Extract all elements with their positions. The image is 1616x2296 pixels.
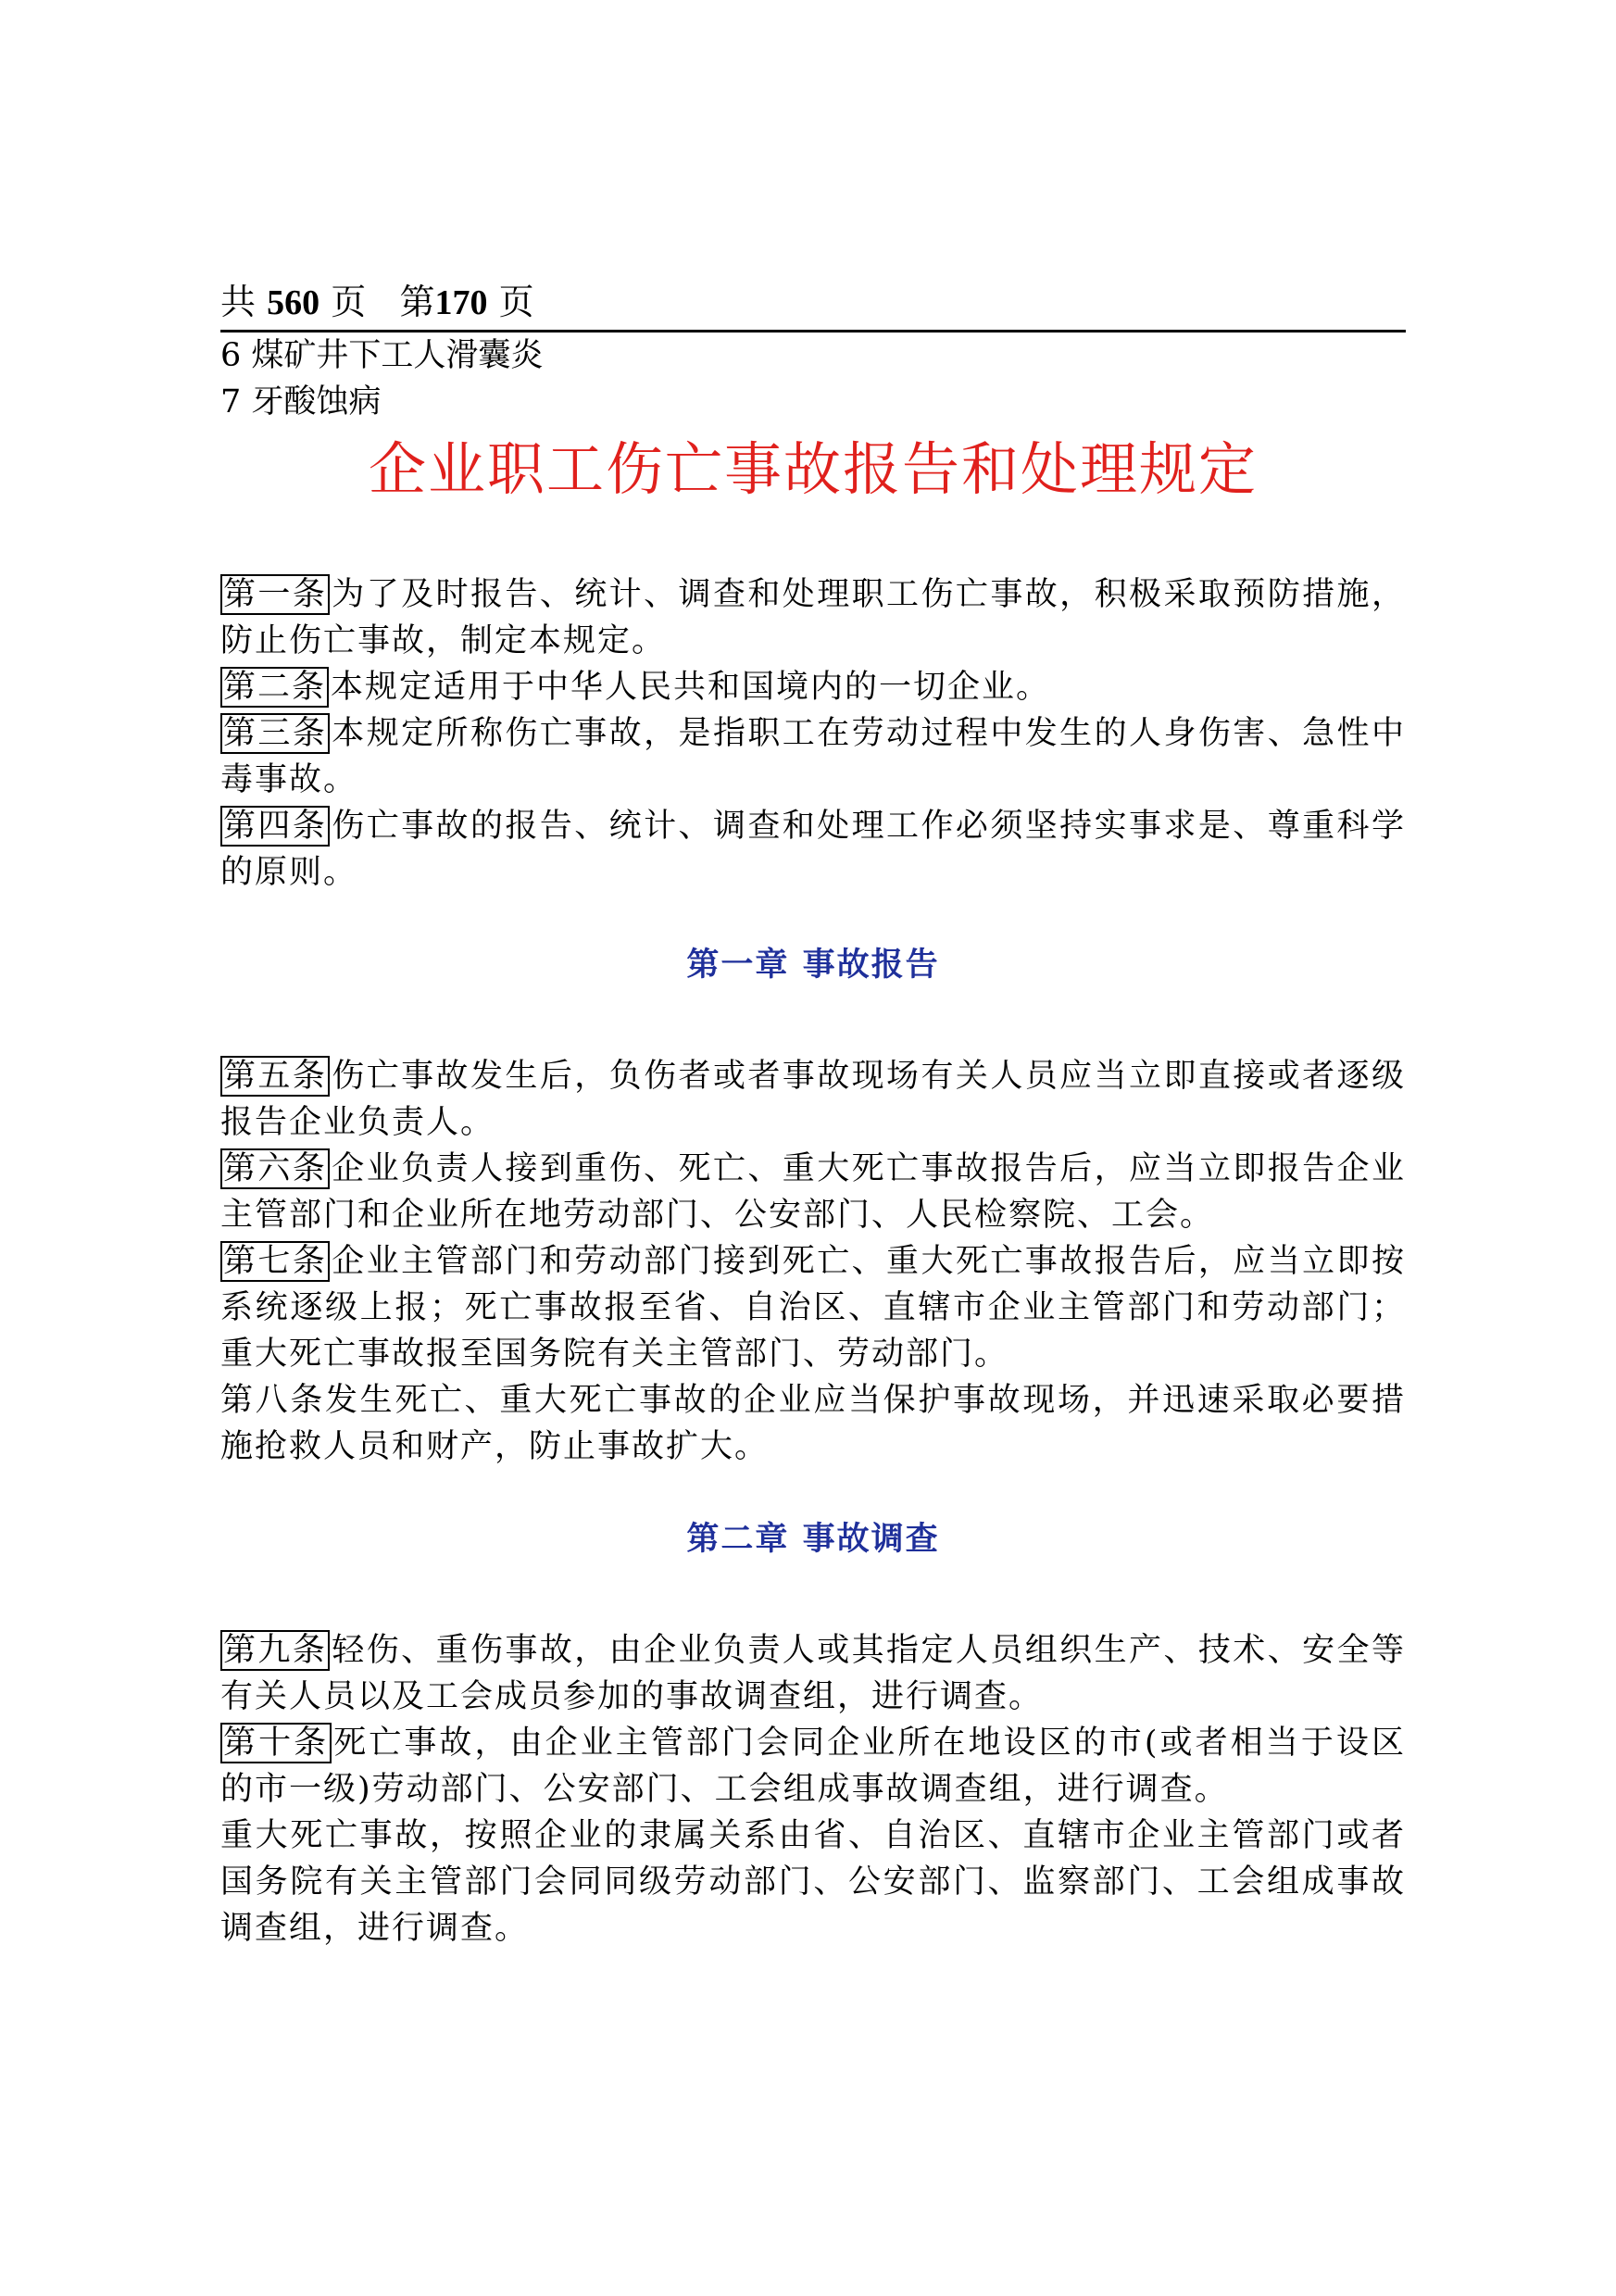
list-item-number: 7 [220, 383, 242, 420]
article-text: 企业主管部门和劳动部门接到死亡、重大死亡事故报告后，应当立即按系统逐级上报；死亡事故报至省、自治区、直辖市企业主管部门和劳动部门；重大死亡事故报至国务院有关主管部门、劳动部门。 [220, 1243, 1406, 1373]
article-paragraph [220, 1238, 1406, 1377]
total-prefix: 共 [220, 282, 257, 322]
article-label: 第一条 [220, 574, 330, 615]
list-item [220, 379, 1406, 425]
article-label: 第十条 [220, 1723, 332, 1763]
article-label: 第七条 [220, 1241, 330, 1282]
current-suffix: 页 [498, 282, 534, 322]
article-paragraph-plain: 第八条发生死亡、重大死亡事故的企业应当保护事故现场，并迅速采取必要措施抢救人员和财产，防止事故扩大。 [220, 1382, 1406, 1465]
chapter-heading: 第一章 事故报告 [686, 946, 940, 984]
list-item-number: 6 [220, 337, 242, 374]
current-page: 170 [434, 283, 488, 322]
article-label: 第六条 [220, 1148, 330, 1189]
page-counter [220, 278, 1406, 332]
list-item [220, 332, 1406, 379]
article-text: 本规定所称伤亡事故，是指职工在劳动过程中发生的人身伤害、急性中毒事故。 [220, 715, 1406, 798]
article-paragraph [220, 571, 1406, 664]
article-paragraph [220, 1146, 1406, 1238]
total-suffix: 页 [331, 282, 367, 322]
total-pages: 560 [267, 283, 320, 322]
article-paragraph-plain: 重大死亡事故，按照企业的隶属关系由省、自治区、直辖市企业主管部门或者国务院有关主管部门会同同级劳动部门、公安部门、监察部门、工会组成事故调查组，进行调查。 [220, 1817, 1406, 1947]
list-item-text: 煤矿井下工人滑囊炎 [251, 337, 544, 374]
article-text: 死亡事故，由企业主管部门会同企业所在地设区的市(或者相当于设区的市一级)劳动部门、公安部门、工会组成事故调查组，进行调查。 [220, 1725, 1406, 1808]
article-text: 轻伤、重伤事故，由企业负责人或其指定人员组织生产、技术、安全等有关人员以及工会成员参加的事故调查组，进行调查。 [220, 1632, 1406, 1715]
article-label: 第三条 [220, 713, 330, 754]
current-prefix: 第 [399, 282, 435, 322]
article-label: 第九条 [220, 1630, 330, 1671]
article-text: 伤亡事故的报告、统计、调查和处理工作必须坚持实事求是、尊重科学的原则。 [220, 808, 1406, 891]
article-paragraph [220, 664, 1406, 710]
article-text: 伤亡事故发生后，负伤者或者事故现场有关人员应当立即直接或者逐级报告企业负责人。 [220, 1058, 1406, 1141]
article-paragraph [220, 710, 1406, 803]
article-text: 本规定适用于中华人民共和国境内的一切企业。 [331, 669, 1051, 706]
article-label: 第二条 [220, 667, 329, 708]
chapter-heading: 第二章 事故调查 [686, 1520, 940, 1558]
article-paragraph [220, 803, 1406, 896]
article-text: 企业负责人接到重伤、死亡、重大死亡事故报告后，应当立即报告企业主管部门和企业所在地劳动部门、公安部门、人民检察院、工会。 [220, 1150, 1406, 1234]
list-item-text: 牙酸蚀病 [251, 383, 382, 420]
article-label: 第五条 [220, 1056, 330, 1097]
document-page [220, 278, 1406, 1951]
article-paragraph [220, 1720, 1406, 1813]
article-text: 为了及时报告、统计、调查和处理职工伤亡事故，积极采取预防措施，防止伤亡事故，制定本规定。 [220, 576, 1406, 659]
document-title: 企业职工伤亡事故报告和处理规定 [368, 435, 1258, 503]
article-paragraph [220, 1627, 1406, 1720]
article-label: 第四条 [220, 806, 330, 847]
article-paragraph [220, 1053, 1406, 1146]
